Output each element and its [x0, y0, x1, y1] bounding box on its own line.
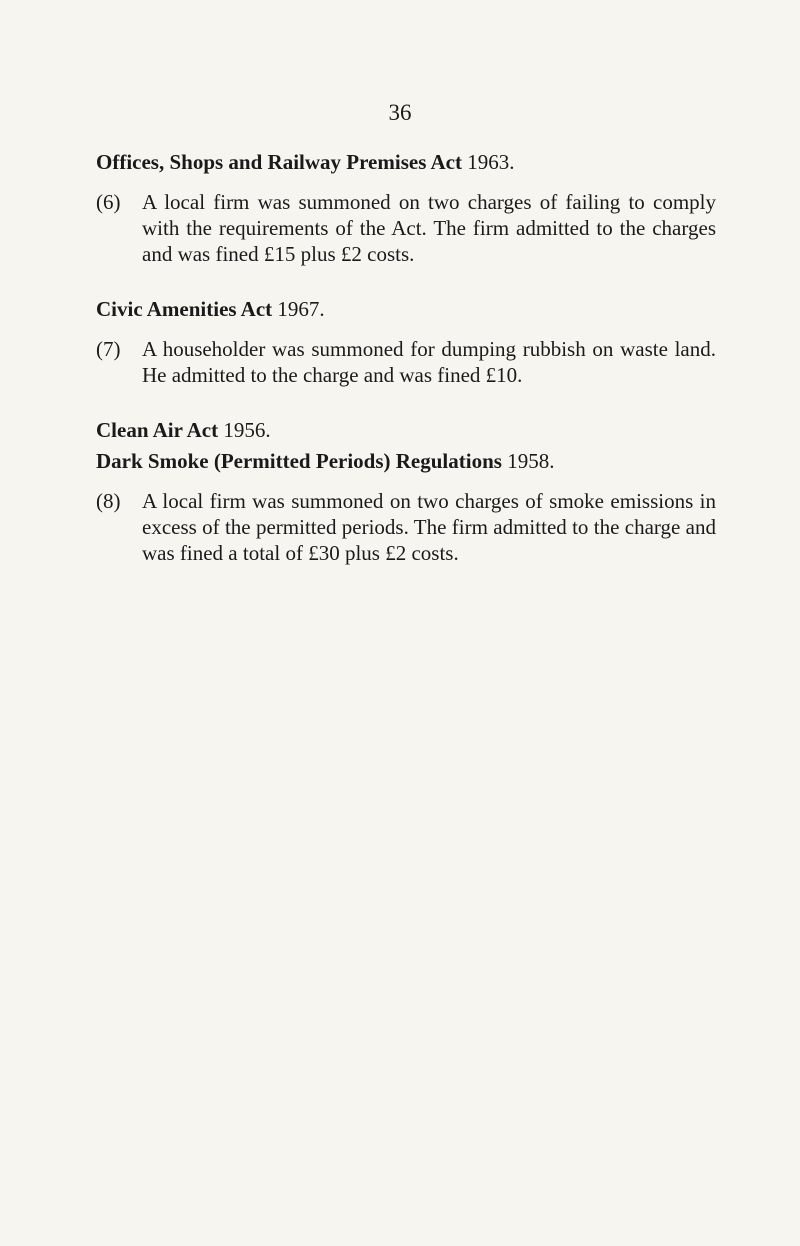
heading-act-year: 1963.: [461, 150, 515, 174]
section-heading: [96, 295, 716, 324]
page-number: 36: [388, 100, 412, 125]
section-offices-shops-railway: [96, 148, 716, 267]
heading-regulation-year: 1958.: [501, 449, 555, 473]
paragraph-text: A local firm was summoned on two charges of failing to comply with the requirements of the Act. The firm admitted to the charges and was fined £15 plus £2 costs.: [142, 190, 716, 266]
section-heading: [96, 148, 716, 177]
paragraph-number: (7): [96, 337, 121, 361]
heading-act-name: Clean Air Act: [96, 418, 219, 442]
heading-act-name: Offices, Shops and Railway Premises Act: [96, 150, 462, 174]
heading-act-name: Civic Amenities Act: [96, 297, 273, 321]
paragraph-text: A householder was summoned for dumping rubbish on waste land. He admitted to the charge and was fined £10.: [142, 337, 716, 387]
heading-regulation-name: Dark Smoke (Permitted Periods) Regulations: [96, 449, 502, 473]
section-civic-amenities: [96, 295, 716, 388]
paragraph-text: A local firm was summoned on two charges of smoke emissions in excess of the permitted periods. The firm admitted to the charge and was fined a total of £30 plus £2 costs.: [142, 489, 716, 565]
section-clean-air: [96, 416, 716, 566]
paragraph-number: (6): [96, 190, 121, 214]
numbered-paragraph: [96, 488, 716, 566]
numbered-paragraph: [96, 189, 716, 267]
heading-act-year: 1967.: [272, 297, 325, 321]
document-body: [96, 148, 716, 594]
section-heading: [96, 416, 716, 445]
section-subheading: [96, 447, 716, 476]
numbered-paragraph: [96, 336, 716, 388]
paragraph-number: (8): [96, 489, 121, 513]
heading-act-year: 1956.: [218, 418, 271, 442]
